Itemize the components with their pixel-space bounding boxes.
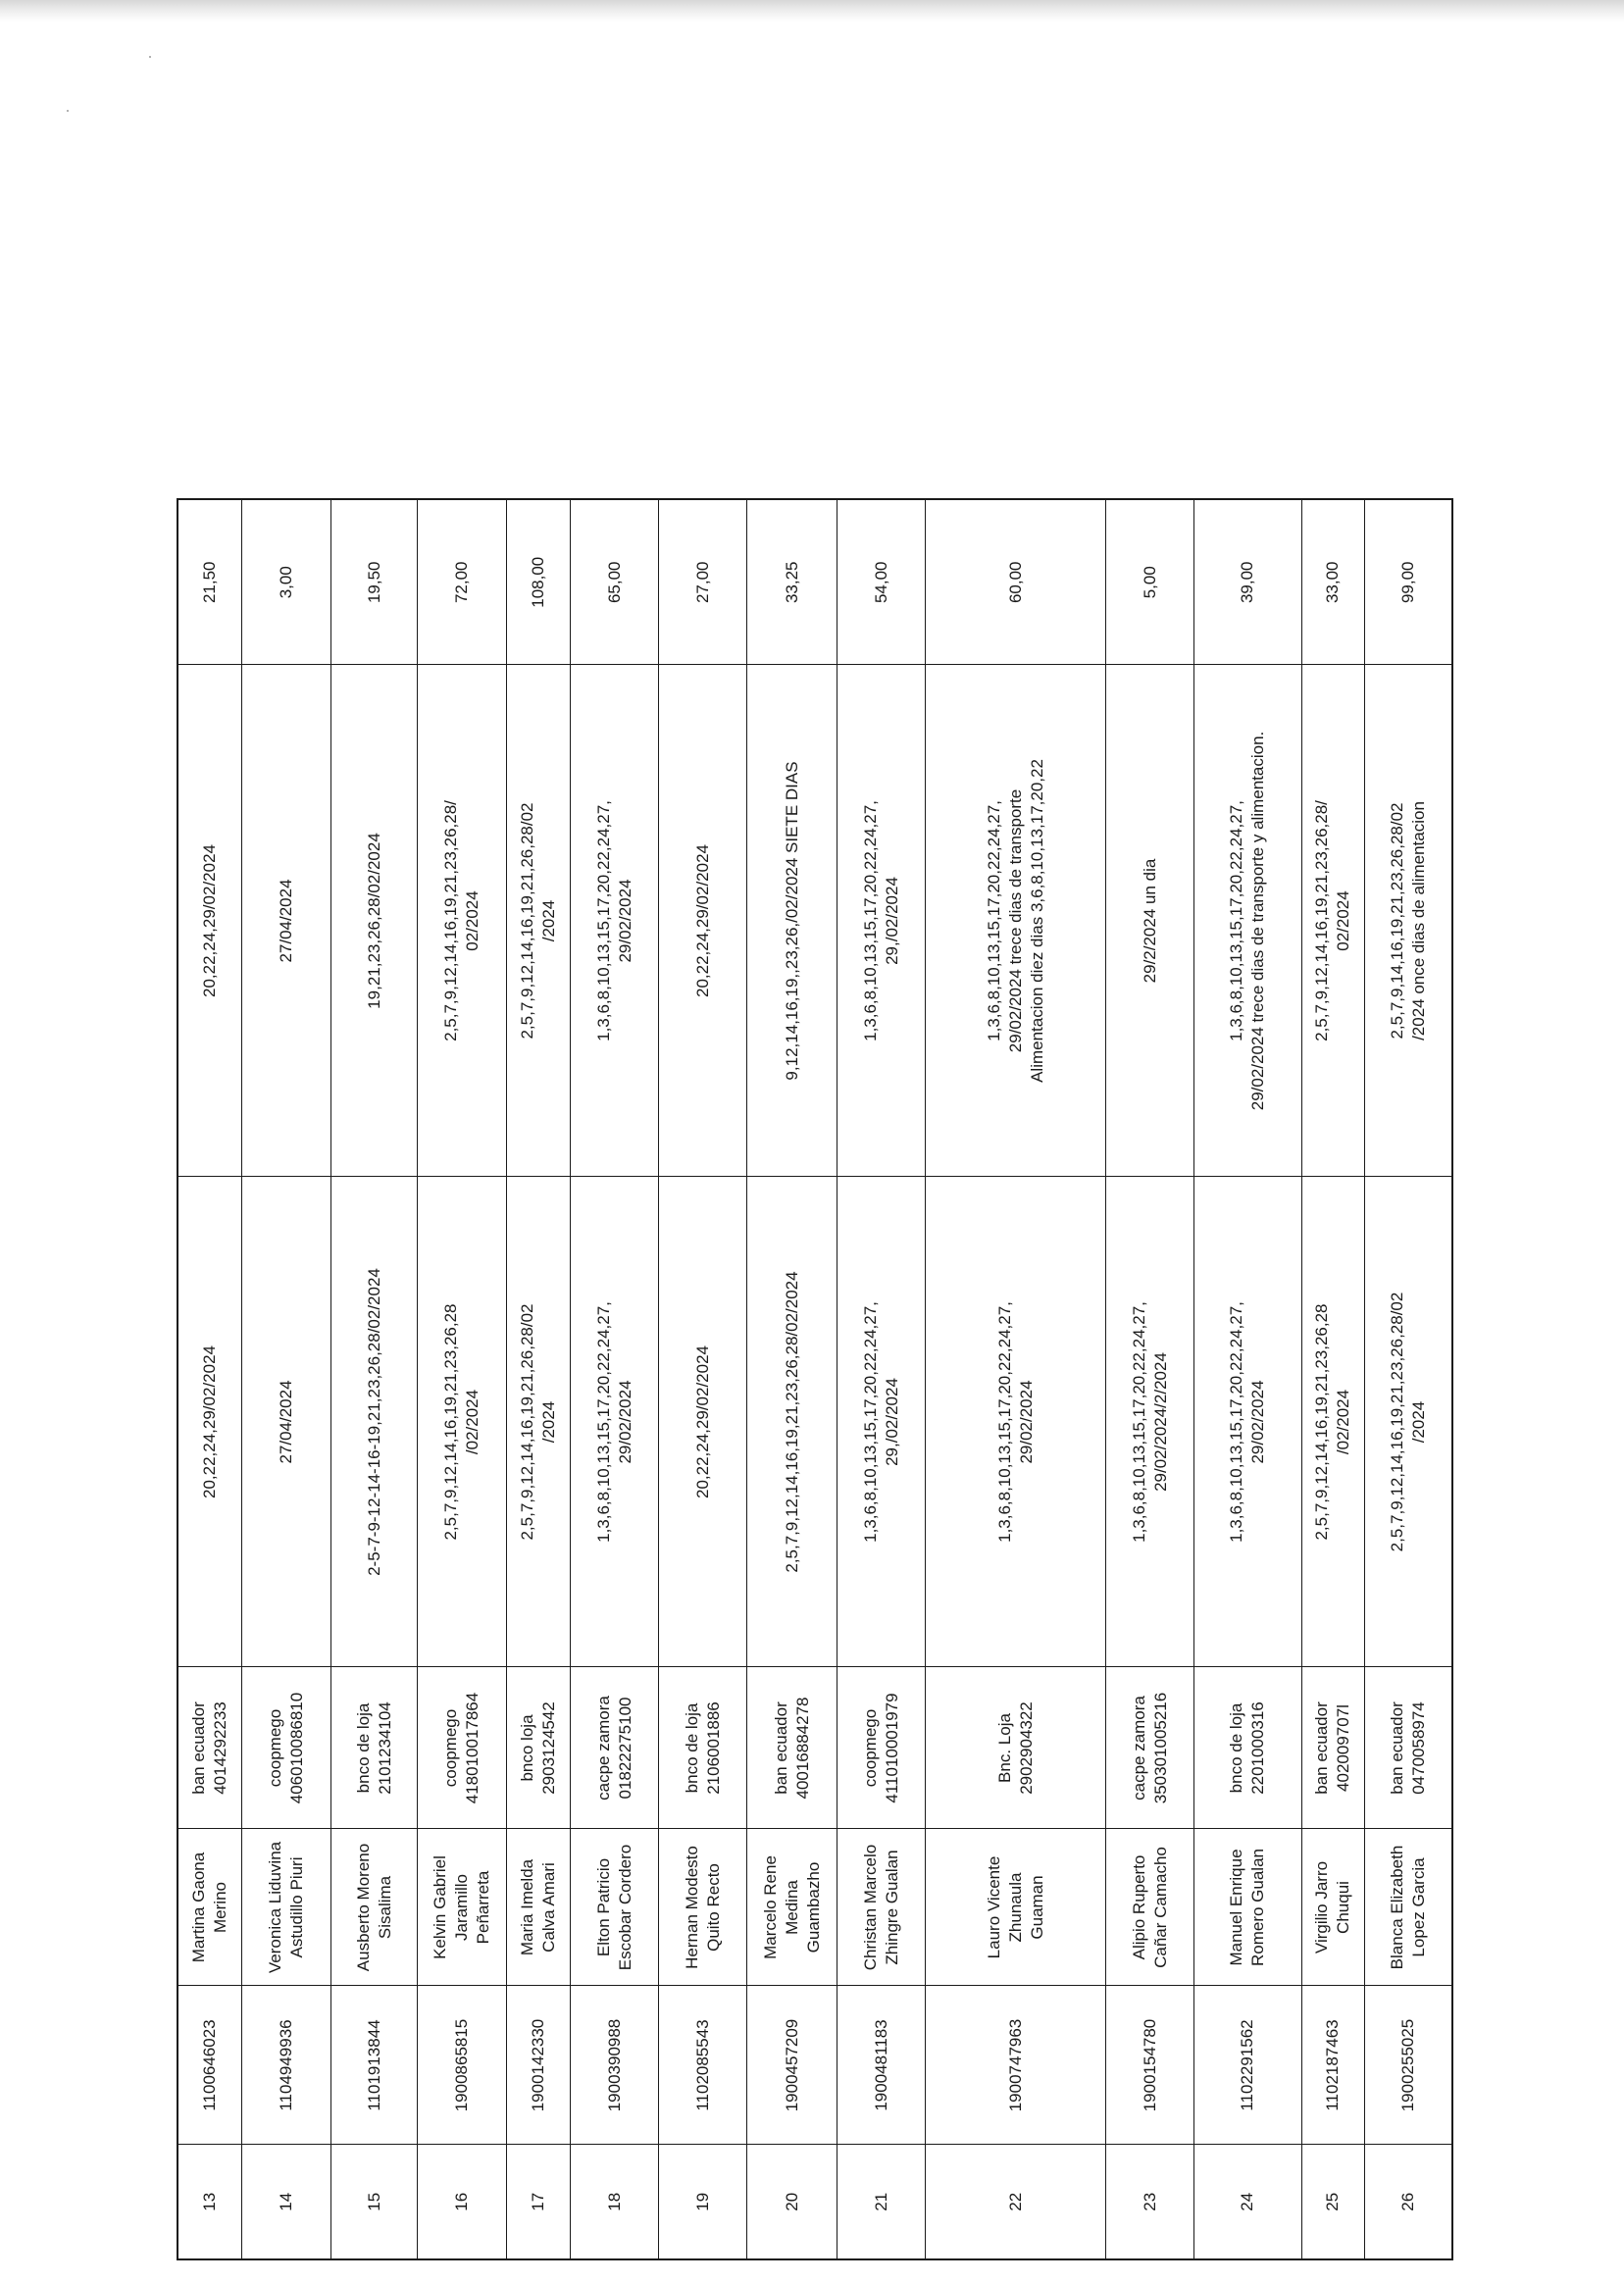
- records-table: [177, 498, 1453, 2260]
- id-number: 1101913844: [331, 1986, 418, 2145]
- dates-detail-line: 2,5,7,9,12,14,16,19,21,23,26,28/: [441, 800, 461, 1041]
- bank-account-line: 402009707l: [1334, 1704, 1353, 1792]
- amount: 33,00: [1301, 499, 1365, 665]
- dates-primary-line: 2,5,7,9,12,14,16,19,21,23,26,28: [441, 1303, 461, 1541]
- dates-detail-line: Alimentacion diez dias 3,6,8,10,13,17,20,22: [1027, 759, 1046, 1083]
- scan-speck: [149, 56, 151, 58]
- id-number: 1100646023: [178, 1986, 242, 2145]
- bank-account-line: bnco de loja: [353, 1702, 373, 1794]
- bank-account-line: coopmego: [266, 1708, 285, 1788]
- dates-primary-line: 2,5,7,9,12,14,16,19,21,26,28/02: [518, 1303, 537, 1541]
- dates-detail-line: 2,5,7,9,12,14,16,19,21,26,28/02: [518, 802, 537, 1040]
- bank-account: [178, 1667, 242, 1829]
- bank-account: [507, 1667, 571, 1829]
- dates-primary-line: 29/02/2024: [615, 1380, 634, 1464]
- dates-primary-line: 20,22,24,29/02/2024: [200, 1345, 220, 1498]
- bank-account-line: coopmego: [860, 1708, 880, 1788]
- table-row: [747, 499, 837, 2259]
- dates-primary: [331, 1177, 418, 1667]
- table-row: [659, 499, 747, 2259]
- rotated-table-container: [177, 500, 1453, 2260]
- dates-primary-line: 29/02/2024/2/2024: [1150, 1352, 1170, 1492]
- dates-detail: [178, 665, 242, 1177]
- dates-detail: [571, 665, 659, 1177]
- dates-primary: [1194, 1177, 1301, 1667]
- dates-primary-line: 2,5,7,9,12,14,16,19,21,23,26,28: [1312, 1303, 1332, 1541]
- person-name-line: Peñarreta: [474, 1870, 493, 1945]
- id-number: 1900390988: [571, 1986, 659, 2145]
- person-name-line: Cañar Camacho: [1150, 1847, 1170, 1968]
- dates-detail: [1194, 665, 1301, 1177]
- bank-account: [1194, 1667, 1301, 1829]
- amount: 54,00: [837, 499, 926, 665]
- dates-detail: [1301, 665, 1365, 1177]
- person-name: [1106, 1829, 1194, 1986]
- person-name: [659, 1829, 747, 1986]
- dates-primary: [747, 1177, 837, 1667]
- id-number: 1900747963: [926, 1986, 1106, 2145]
- person-name: [331, 1829, 418, 1986]
- bank-account-line: 2101234104: [375, 1701, 394, 1795]
- person-name-line: Escobar Cordero: [615, 1844, 634, 1971]
- person-name-line: Guambazho: [803, 1861, 823, 1953]
- id-number: 1104949936: [242, 1986, 331, 2145]
- person-name: [242, 1829, 331, 1986]
- bank-account-line: 2903124542: [539, 1701, 559, 1795]
- table-row: [331, 499, 418, 2259]
- dates-primary: [1301, 1177, 1365, 1667]
- dates-primary: [837, 1177, 926, 1667]
- dates-detail-line: 2,5,7,9,14,16,19,21,23,26,28/02: [1388, 802, 1407, 1040]
- person-name-line: Ausberto Moreno: [353, 1843, 373, 1972]
- bank-account-line: cacpe zamora: [1129, 1696, 1148, 1801]
- bank-account-line: 40016884278: [792, 1697, 812, 1800]
- table-row: [926, 499, 1106, 2259]
- dates-primary-line: /02/2024: [1334, 1389, 1353, 1455]
- bank-account-line: 350301005216: [1150, 1692, 1170, 1804]
- row-number: 13: [178, 2145, 242, 2259]
- dates-primary: [418, 1177, 507, 1667]
- person-name-line: Lopez Garcia: [1409, 1857, 1429, 1957]
- person-name-line: Medina: [782, 1880, 801, 1935]
- table-row: [1106, 499, 1194, 2259]
- bank-account-line: bnco de loja: [1227, 1702, 1246, 1794]
- person-name-line: Merino: [211, 1882, 230, 1933]
- bank-account-line: 406010086810: [287, 1692, 307, 1804]
- bank-account-line: ban ecuador: [1312, 1701, 1332, 1795]
- dates-primary: [926, 1177, 1106, 1667]
- dates-detail-line: 1,3,6,8,10,13,15,17,20,22,24,27,: [860, 800, 880, 1041]
- dates-detail-line: 29,/02/2024: [882, 877, 901, 965]
- person-name: [1365, 1829, 1452, 1986]
- person-name-line: Calva Amari: [539, 1862, 559, 1953]
- bank-account-line: 2201000316: [1248, 1701, 1268, 1795]
- person-name: [837, 1829, 926, 1986]
- bank-account-line: coopmego: [441, 1708, 461, 1788]
- dates-primary-line: 2,5,7,9,12,14,16,19,21,23,26,28/02/2024: [782, 1271, 801, 1573]
- amount: 33,25: [747, 499, 837, 665]
- row-number: 24: [1194, 2145, 1301, 2259]
- row-number: 17: [507, 2145, 571, 2259]
- person-name-line: Zhunaula Guaman: [1005, 1872, 1046, 1943]
- person-name-line: Zhingre Gualan: [882, 1850, 901, 1965]
- bank-account-line: 2106001886: [703, 1701, 723, 1795]
- person-name-line: Chuqui: [1334, 1881, 1353, 1934]
- bank-account: [747, 1667, 837, 1829]
- person-name-line: Astudillo Piuri: [287, 1856, 307, 1958]
- person-name-line: Romero Gualan: [1248, 1849, 1268, 1967]
- person-name-line: Kelvin Gabriel: [431, 1855, 450, 1959]
- dates-primary: [242, 1177, 331, 1667]
- row-number: 26: [1365, 2145, 1452, 2259]
- dates-detail: [837, 665, 926, 1177]
- id-number: 1900481183: [837, 1986, 926, 2145]
- amount: 99,00: [1365, 499, 1452, 665]
- bank-account-line: ban ecuador: [771, 1701, 790, 1795]
- dates-detail-line: 29/02/2024 trece dias de transporte: [1005, 788, 1025, 1053]
- row-number: 23: [1106, 2145, 1194, 2259]
- person-name: [747, 1829, 837, 1986]
- dates-primary-line: 29/02/2024: [1248, 1380, 1268, 1464]
- bank-account: [242, 1667, 331, 1829]
- bank-account-line: ban ecuador: [189, 1701, 209, 1795]
- dates-detail: [331, 665, 418, 1177]
- amount: 5,00: [1106, 499, 1194, 665]
- dates-detail: [1365, 665, 1452, 1177]
- dates-primary-line: /2024: [1409, 1400, 1429, 1444]
- amount: 39,00: [1194, 499, 1301, 665]
- dates-primary: [659, 1177, 747, 1667]
- dates-primary: [507, 1177, 571, 1667]
- person-name-line: Lauro Vicente: [984, 1855, 1003, 1959]
- bank-account: [659, 1667, 747, 1829]
- dates-detail-line: 20,22,24,29/02/2024: [692, 844, 712, 997]
- dates-primary: [178, 1177, 242, 1667]
- bank-account: [571, 1667, 659, 1829]
- dates-detail-line: 9,12,14,16,19,,23,26,/02/2024 SIETE DIAS: [782, 761, 801, 1081]
- table-body: [178, 499, 1452, 2259]
- bank-account: [1301, 1667, 1365, 1829]
- dates-primary-line: /2024: [539, 1400, 559, 1444]
- dates-primary-line: 1,3,6,8,10,13,15,17,20,22,24,27,: [860, 1301, 880, 1543]
- dates-detail-line: 20,22,24,29/02/2024: [200, 844, 220, 997]
- person-name: [418, 1829, 507, 1986]
- id-number: 1900154780: [1106, 1986, 1194, 2145]
- dates-primary: [1106, 1177, 1194, 1667]
- bank-account-line: 01822275100: [615, 1697, 634, 1800]
- bank-account: [1106, 1667, 1194, 1829]
- bank-account-line: 418010017864: [463, 1692, 482, 1804]
- id-number: 1900142330: [507, 1986, 571, 2145]
- dates-detail-line: 29/02/2024 trece dias de transporte y alimentacion.: [1248, 731, 1268, 1111]
- dates-detail-line: 19,21,23,26,28/02/2024: [364, 833, 383, 1009]
- dates-detail-line: /2024: [539, 899, 559, 942]
- bank-account: [837, 1667, 926, 1829]
- dates-primary-line: 29/02/2024: [1016, 1380, 1036, 1464]
- dates-detail-line: 29/2/2024 un dia: [1140, 858, 1159, 984]
- bank-account: [1365, 1667, 1452, 1829]
- bank-account-line: bnco de loja: [682, 1702, 701, 1794]
- dates-detail-line: 1,3,6,8,10,13,15,17,20,22,24,27,: [984, 800, 1003, 1041]
- dates-primary-line: 1,3,6,8,10,13,15,17,20,22,24,27,: [994, 1301, 1014, 1543]
- amount: 19,50: [331, 499, 418, 665]
- person-name: [571, 1829, 659, 1986]
- dates-detail-line: 27/04/2024: [277, 879, 296, 963]
- dates-detail: [659, 665, 747, 1177]
- dates-detail-line: 29/02/2024: [615, 879, 634, 963]
- dates-primary-line: 29,/02/2024: [882, 1378, 901, 1466]
- person-name-line: Veronica Liduvina: [266, 1841, 285, 1974]
- row-number: 21: [837, 2145, 926, 2259]
- amount: 65,00: [571, 499, 659, 665]
- dates-detail-line: 1,3,6,8,10,13,15,17,20,22,24,27,: [593, 800, 613, 1041]
- person-name-line: Blanca Elizabeth: [1388, 1845, 1407, 1970]
- amount: 60,00: [926, 499, 1106, 665]
- dates-detail-line: 02/2024: [463, 890, 482, 951]
- id-number: 1900865815: [418, 1986, 507, 2145]
- table-row: [571, 499, 659, 2259]
- bank-account-line: Bnc. Loja: [994, 1713, 1014, 1783]
- person-name-line: Manuel Enrique: [1227, 1849, 1246, 1966]
- row-number: 15: [331, 2145, 418, 2259]
- person-name: [1194, 1829, 1301, 1986]
- person-name-line: Maria Imelda: [518, 1858, 537, 1956]
- row-number: 22: [926, 2145, 1106, 2259]
- bank-account-line: ban ecuador: [1388, 1701, 1407, 1795]
- dates-detail-line: 1,3,6,8,10,13,15,17,20,22,24,27,: [1227, 800, 1246, 1041]
- bank-account: [926, 1667, 1106, 1829]
- bank-account-line: 411010001979: [882, 1693, 901, 1803]
- dates-primary-line: /02/2024: [463, 1389, 482, 1455]
- dates-primary-line: 27/04/2024: [277, 1380, 296, 1464]
- row-number: 18: [571, 2145, 659, 2259]
- id-number: 1102085543: [659, 1986, 747, 2145]
- person-name-line: Hernan Modesto: [682, 1846, 701, 1969]
- dates-detail-line: 2,5,7,9,12,14,16,19,21,23,26,28/: [1312, 800, 1332, 1041]
- person-name: [178, 1829, 242, 1986]
- dates-primary-line: 2-5-7-9-12-14-16-19,21,23,26,28/02/2024: [364, 1268, 383, 1576]
- row-number: 25: [1301, 2145, 1365, 2259]
- bank-account-line: 0470058974: [1409, 1701, 1429, 1795]
- person-name: [1301, 1829, 1365, 1986]
- dates-primary-line: 20,22,24,29/02/2024: [692, 1345, 712, 1498]
- table-row: [1365, 499, 1452, 2259]
- table-row: [418, 499, 507, 2259]
- person-name-line: Martina Gaona: [189, 1852, 209, 1963]
- row-number: 14: [242, 2145, 331, 2259]
- person-name-line: Christan Marcelo: [860, 1844, 880, 1971]
- person-name-line: Quito Recto: [703, 1863, 723, 1952]
- dates-detail: [747, 665, 837, 1177]
- amount: 72,00: [418, 499, 507, 665]
- amount: 108,00: [507, 499, 571, 665]
- dates-primary-line: 2,5,7,9,12,14,16,19,21,23,26,28/02: [1388, 1292, 1407, 1552]
- table-row: [178, 499, 242, 2259]
- scan-top-edge: [0, 0, 1624, 22]
- table-row: [1194, 499, 1301, 2259]
- person-name-line: Jaramillo: [452, 1873, 472, 1942]
- dates-detail: [926, 665, 1106, 1177]
- person-name-line: Sisalima: [375, 1875, 394, 1940]
- dates-primary: [1365, 1177, 1452, 1667]
- dates-detail: [418, 665, 507, 1177]
- table-row: [242, 499, 331, 2259]
- bank-account-line: 4014292233: [211, 1701, 230, 1795]
- bank-account: [418, 1667, 507, 1829]
- id-number: 1102291562: [1194, 1986, 1301, 2145]
- dates-primary-line: 1,3,6,8,10,13,15,17,20,22,24,27,: [1227, 1301, 1246, 1543]
- amount: 27,00: [659, 499, 747, 665]
- bank-account-line: cacpe zamora: [593, 1696, 613, 1801]
- id-number: 1900457209: [747, 1986, 837, 2145]
- dates-detail: [507, 665, 571, 1177]
- dates-detail: [1106, 665, 1194, 1177]
- row-number: 16: [418, 2145, 507, 2259]
- dates-detail: [242, 665, 331, 1177]
- scan-speck: [67, 110, 69, 112]
- person-name-line: Virgilio Jarro: [1312, 1860, 1332, 1954]
- person-name-line: Marcelo Rene: [760, 1855, 780, 1959]
- person-name-line: Alipio Ruperto: [1129, 1854, 1148, 1960]
- row-number: 19: [659, 2145, 747, 2259]
- dates-primary: [571, 1177, 659, 1667]
- person-name: [507, 1829, 571, 1986]
- bank-account-line: bnco loja: [518, 1714, 537, 1782]
- id-number: 1900255025: [1365, 1986, 1452, 2145]
- dates-detail-line: /2024 once dias de alimentacion: [1409, 801, 1429, 1040]
- amount: 3,00: [242, 499, 331, 665]
- table-row: [1301, 499, 1365, 2259]
- id-number: 1102187463: [1301, 1986, 1365, 2145]
- table-row: [837, 499, 926, 2259]
- table-row: [507, 499, 571, 2259]
- bank-account: [331, 1667, 418, 1829]
- amount: 21,50: [178, 499, 242, 665]
- bank-account-line: 2902904322: [1016, 1701, 1036, 1795]
- dates-detail-line: 02/2024: [1334, 890, 1353, 951]
- row-number: 20: [747, 2145, 837, 2259]
- dates-primary-line: 1,3,6,8,10,13,15,17,20,22,24,27,: [593, 1301, 613, 1543]
- dates-primary-line: 1,3,6,8,10,13,15,17,20,22,24,27,: [1129, 1301, 1148, 1543]
- person-name: [926, 1829, 1106, 1986]
- person-name-line: Elton Patricio: [593, 1857, 613, 1957]
